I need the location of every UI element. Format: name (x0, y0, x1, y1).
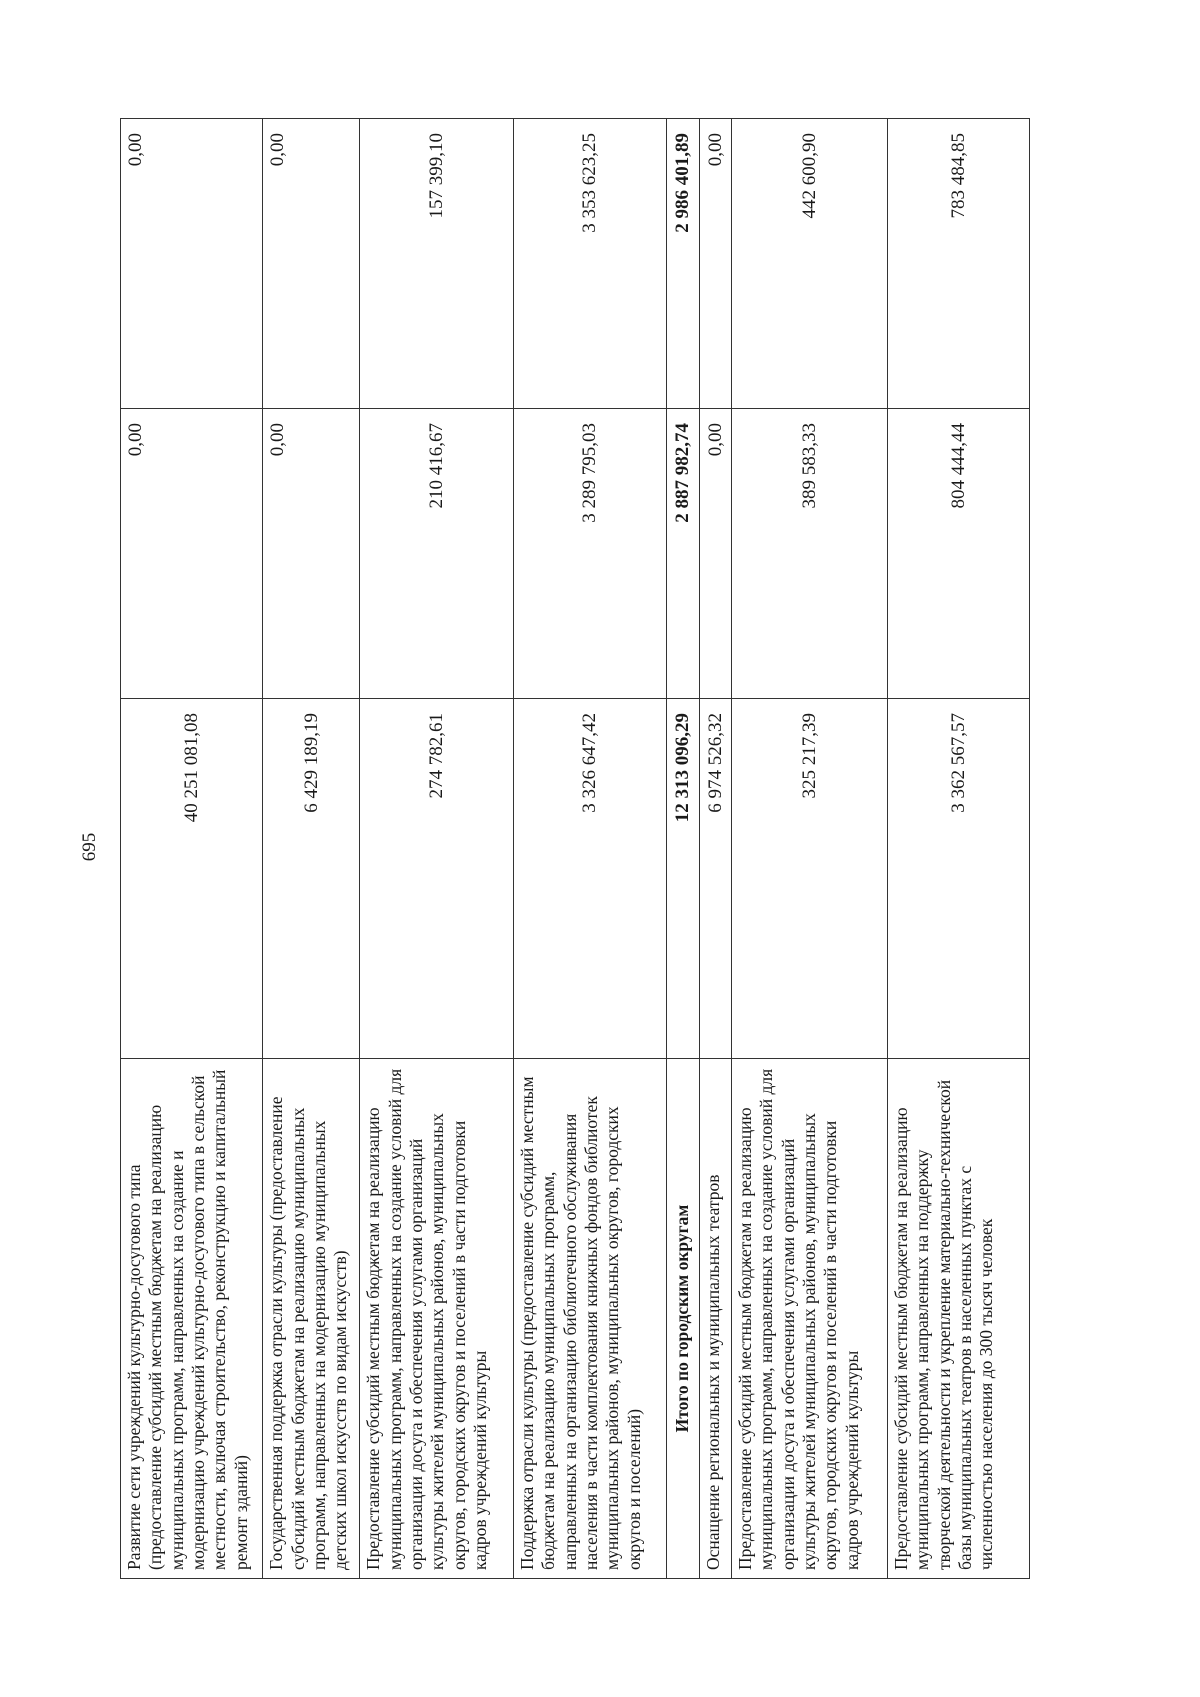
row-name: Предоставление субсидий местным бюджетам на реализацию муниципальных программ, направленных на создание условий для организации досуга и обеспечения услугами организаций культуры жителей муниципальных районов, муниципальных округов, городских округов и поселений в части подготовки кадров учреждений культуры (360, 1059, 514, 1579)
row-value-2: 0,00 (700, 409, 732, 699)
row-value-2: 804 444,44 (887, 409, 1029, 699)
total-value-1: 12 313 096,29 (666, 699, 700, 1059)
total-value-3: 2 986 401,89 (666, 119, 700, 409)
row-value-1: 6 974 526,32 (700, 699, 732, 1059)
row-value-2: 3 289 795,03 (514, 409, 667, 699)
row-value-1: 6 429 189,19 (263, 699, 360, 1059)
budget-table (120, 118, 1030, 1579)
row-value-3: 0,00 (121, 119, 263, 409)
row-name: Предоставление субсидий местным бюджетам на реализацию муниципальных программ, направленных на создание условий для организации досуга и обеспечения услугами организаций культуры жителей муниципальных районов, муниципальных округов, городских округов и поселений в части подготовки кадров учреждений культуры (732, 1059, 888, 1579)
row-value-1: 274 782,61 (360, 699, 514, 1059)
row-value-3: 0,00 (700, 119, 732, 409)
total-label: Итого по городским округам (666, 1059, 700, 1579)
row-value-3: 3 353 623,25 (514, 119, 667, 409)
row-value-1: 3 326 647,42 (514, 699, 667, 1059)
row-value-3: 442 600,90 (732, 119, 888, 409)
row-value-2: 210 416,67 (360, 409, 514, 699)
table-row (360, 119, 514, 1579)
row-value-3: 0,00 (263, 119, 360, 409)
row-value-2: 0,00 (263, 409, 360, 699)
table-row (514, 119, 667, 1579)
budget-table-rotated (120, 119, 1030, 1579)
table-row (263, 119, 360, 1579)
total-value-2: 2 887 982,74 (666, 409, 700, 699)
row-value-1: 40 251 081,08 (121, 699, 263, 1059)
row-name: Развитие сети учреждений культурно-досугового типа (предоставление субсидий местным бюджетам на реализацию муниципальных программ, направленных на создание и модернизацию учреждений культурно-досугового типа в сельской местности, включая строительство, реконструкцию и капитальный ремонт зданий) (121, 1059, 263, 1579)
row-name: Оснащение региональных и муниципальных театров (700, 1059, 732, 1579)
row-name: Поддержка отрасли культуры (предоставление субсидий местным бюджетам на реализацию муниципальных программ, направленных на организацию библиотечного обслуживания населения в части комплектования книжных фондов библиотек муниципальных районов, муниципальных округов, городских округов и поселений) (514, 1059, 667, 1579)
row-value-2: 0,00 (121, 409, 263, 699)
page-number: 695 (79, 832, 100, 862)
row-name: Государственная поддержка отрасли культуры (предоставление субсидий местным бюджетам на реализацию муниципальных программ, направленных на модернизацию муниципальных детских школ искусств по видам искусств) (263, 1059, 360, 1579)
table-row (121, 119, 263, 1579)
table-row (887, 119, 1029, 1579)
row-name: Предоставление субсидий местным бюджетам на реализацию муниципальных программ, направленных на поддержку творческой деятельности и укрепление материально-технической базы муниципальных театров в населенных пунктах с численностью населения до 300 тысяч человек (887, 1059, 1029, 1579)
table-row (732, 119, 888, 1579)
row-value-1: 3 362 567,57 (887, 699, 1029, 1059)
row-value-1: 325 217,39 (732, 699, 888, 1059)
table-row-total (666, 119, 700, 1579)
row-value-3: 783 484,85 (887, 119, 1029, 409)
table-row (700, 119, 732, 1579)
row-value-3: 157 399,10 (360, 119, 514, 409)
row-value-2: 389 583,33 (732, 409, 888, 699)
